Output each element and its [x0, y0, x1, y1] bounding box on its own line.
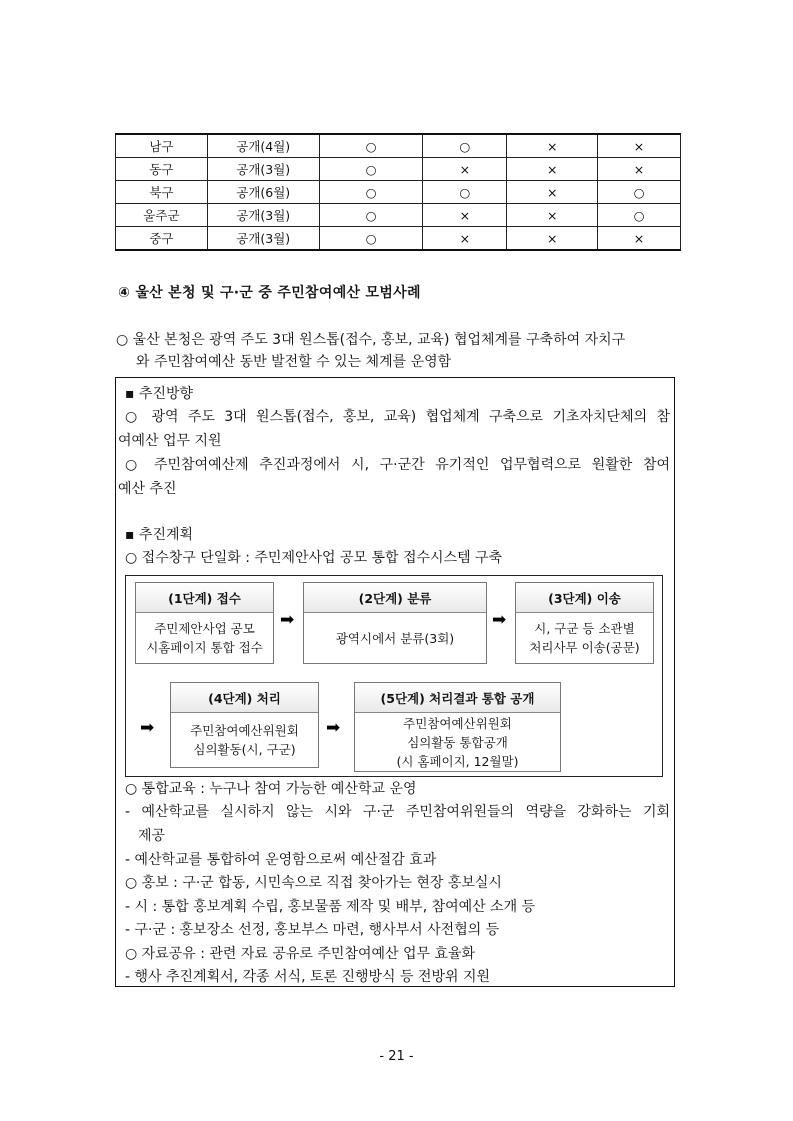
- status-cell: 공개(4월): [207, 134, 319, 158]
- table-row: [116, 181, 681, 204]
- promotion-detail: - 시 : 통합 홍보계획 수립, 홍보물품 제작 및 배부, 참여예산 소개 등: [125, 899, 536, 915]
- stage-text: (시 홈페이지, 12월말): [396, 753, 519, 769]
- mark-cell: ○: [598, 204, 681, 227]
- direction-title: ▪ 추진방향: [125, 386, 194, 402]
- stage-text: 처리사무 이송(공문): [529, 640, 640, 655]
- mark-cell: ×: [507, 158, 598, 181]
- stage-text: 시홈페이지 통합 접수: [146, 640, 263, 655]
- stage-text: 시, 구군 등 소관별: [534, 621, 635, 636]
- mark-cell: ○: [319, 158, 423, 181]
- section-heading: ④ 울산 본청 및 구·군 중 주민참여예산 모범사례: [118, 285, 421, 301]
- direction-item: ○ 주민참여예산제 추진과정에서 시, 구·군간 유기적인 업무협력으로 원활한 참여: [125, 457, 670, 473]
- stage-title: (4단계) 처리: [171, 683, 318, 713]
- page-number: - 21 -: [379, 1049, 414, 1064]
- education-item: ○ 통합교육 : 누구나 참여 가능한 예산학교 운영: [125, 781, 417, 797]
- direction-item: ○ 광역 주도 3대 원스톱(접수, 홍보, 교육) 협업체계 구축으로 기초자치단체의 참: [125, 409, 670, 425]
- stage-title: (5단계) 처리결과 통합 공개: [355, 683, 560, 713]
- mark-cell: ×: [423, 158, 507, 181]
- district-cell: 북구: [116, 181, 208, 204]
- mark-cell: ×: [423, 204, 507, 227]
- mark-cell: ○: [319, 227, 423, 251]
- arrow-right-icon: ➡: [140, 718, 155, 738]
- arrow-right-icon: ➡: [280, 610, 295, 630]
- mark-cell: ×: [598, 134, 681, 158]
- process-flow-diagram: [125, 575, 663, 777]
- plan-title: ▪ 추진계획: [125, 527, 194, 543]
- stage-4-box: [170, 682, 319, 768]
- status-cell: 공개(6월): [207, 181, 319, 204]
- plan-item: ○ 접수창구 단일화 : 주민제안사업 공모 통합 접수시스템 구축: [125, 550, 503, 566]
- mark-cell: ○: [319, 181, 423, 204]
- mark-cell: ×: [507, 227, 598, 251]
- status-cell: 공개(3월): [207, 204, 319, 227]
- status-cell: 공개(3월): [207, 227, 319, 251]
- stage-5-box: [354, 682, 561, 772]
- stage-text: 광역시에서 분류(3회): [335, 630, 455, 646]
- stage-text: 심의활동 통합공개: [407, 734, 508, 750]
- mark-cell: ×: [598, 227, 681, 251]
- mark-cell: ○: [319, 204, 423, 227]
- promotion-item: ○ 홍보 : 구·군 합동, 시민속으로 직접 찾아가는 현장 홍보실시: [125, 875, 502, 891]
- arrow-right-icon: ➡: [326, 718, 341, 738]
- mark-cell: ×: [507, 181, 598, 204]
- mark-cell: ×: [507, 204, 598, 227]
- table-row: [116, 158, 681, 181]
- education-detail: - 예산학교를 통합하여 운영함으로써 예산절감 효과: [125, 852, 437, 868]
- stage-text: 주민참여예산위원회: [403, 715, 512, 731]
- mark-cell: ○: [598, 181, 681, 204]
- mark-cell: ○: [423, 181, 507, 204]
- district-cell: 중구: [116, 227, 208, 251]
- mark-cell: ○: [319, 134, 423, 158]
- disclosure-status-table: [115, 133, 681, 251]
- education-detail: - 예산학교를 실시하지 않는 시와 구·군 주민참여위원들의 역량을 강화하는 기회: [125, 804, 670, 820]
- stage-text: 심의활동(시, 구군): [193, 742, 296, 757]
- arrow-right-icon: ➡: [492, 610, 507, 630]
- direction-item-cont: 여예산 업무 지원: [118, 433, 222, 449]
- table-row: [116, 134, 681, 158]
- stage-text: 주민제안사업 공모: [154, 621, 255, 636]
- mark-cell: ×: [507, 134, 598, 158]
- district-cell: 울주군: [116, 204, 208, 227]
- table-row: [116, 227, 681, 251]
- status-cell: 공개(3월): [207, 158, 319, 181]
- stage-title: (3단계) 이송: [516, 583, 653, 613]
- stage-title: (1단계) 접수: [136, 583, 273, 613]
- district-cell: 남구: [116, 134, 208, 158]
- mark-cell: ×: [423, 227, 507, 251]
- promotion-detail: - 구·군 : 홍보장소 선정, 홍보부스 마련, 행사부서 사전협의 등: [125, 922, 500, 938]
- mark-cell: ×: [598, 158, 681, 181]
- mark-cell: ○: [423, 134, 507, 158]
- stage-2-box: [303, 582, 487, 664]
- table-row: [116, 204, 681, 227]
- intro-paragraph: [116, 329, 682, 373]
- data-sharing-detail: - 행사 추진계획서, 각종 서식, 토론 진행방식 등 전방위 지원: [125, 969, 491, 985]
- intro-line: ○ 울산 본청은 광역 주도 3대 원스톱(접수, 홍보, 교육) 협업체계를 구축하여 자치구: [116, 332, 626, 348]
- intro-line: 와 주민참여예산 동반 발전할 수 있는 체계를 운영함: [136, 354, 452, 370]
- data-sharing-item: ○ 자료공유 : 관련 자료 공유로 주민참여예산 업무 효율화: [125, 946, 476, 962]
- district-cell: 동구: [116, 158, 208, 181]
- stage-title: (2단계) 분류: [304, 583, 486, 613]
- stage-3-box: [515, 582, 654, 664]
- direction-item-cont: 예산 추진: [118, 481, 177, 497]
- plan-box: [115, 377, 675, 987]
- stage-text: 주민참여예산위원회: [190, 723, 299, 738]
- education-detail-cont: 제공: [138, 828, 166, 844]
- stage-1-box: [135, 582, 274, 664]
